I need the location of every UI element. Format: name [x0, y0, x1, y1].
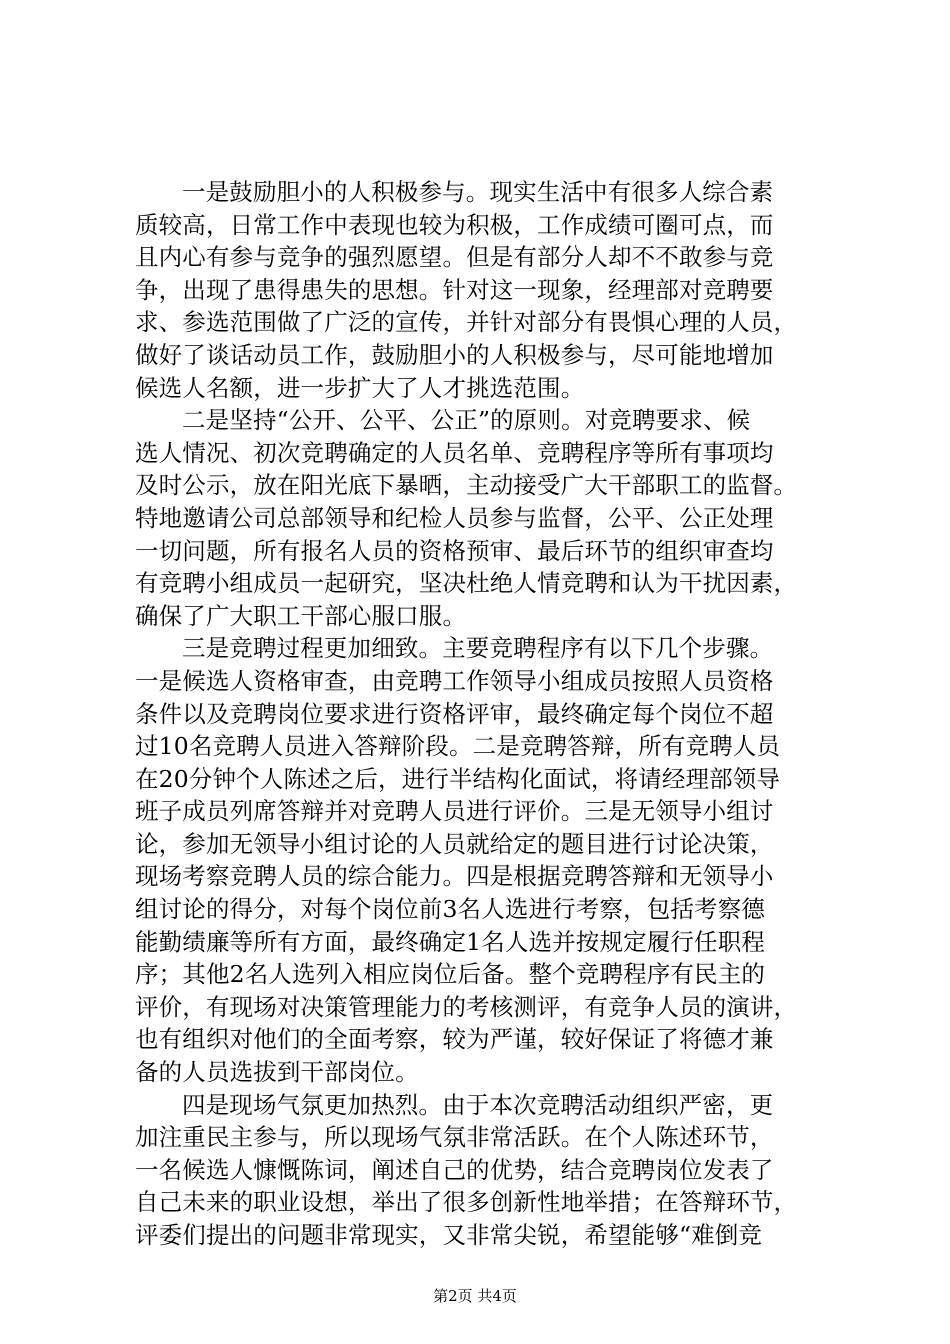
text-line: 自己未来的职业设想，举出了很多创新性地举措；在答辩环节，: [135, 1188, 798, 1217]
paragraph-first-line: 三是竞聘过程更加细致。主要竞聘程序有以下几个步骤。: [182, 634, 774, 663]
paragraph-first-line: 四是现场气氛更加热烈。由于本次竞聘活动组织严密，更: [182, 1090, 774, 1119]
text-line: 评委们提出的问题非常现实，又非常尖锐，希望能够“难倒竞: [135, 1221, 763, 1249]
text-line: 及时公示，放在阳光底下暴晒，主动接受广大干部职工的监督。: [135, 471, 798, 500]
text-line: 争，出现了患得患失的思想。针对这一现象，经理部对竞聘要: [135, 275, 774, 304]
text-line: 现场考察竞聘人员的综合能力。四是根据竞聘答辩和无领导小: [135, 862, 774, 891]
text-line: 确保了广大职工干部心服口服。: [135, 601, 467, 630]
text-line: 组讨论的得分，对每个岗位前3名人选进行考察，包括考察德: [135, 895, 766, 924]
text-line: 做好了谈话动员工作，鼓励胆小的人积极参与，尽可能地增加: [135, 340, 774, 369]
text-line: 候选人名额，进一步扩大了人才挑选范围。: [135, 373, 585, 402]
text-line: 求、参选范围做了广泛的宣传，并针对部分有畏惧心理的人员，: [135, 308, 798, 337]
text-line: 序；其他2名人选列入相应岗位后备。整个竞聘程序有民主的: [135, 960, 766, 989]
text-line: 能勤绩廉等所有方面，最终确定1名人选并按规定履行任职程: [135, 927, 766, 956]
paragraph-first-line: 二是坚持“公开、公平、公正”的原则。对竞聘要求、候: [182, 406, 751, 435]
text-line: 加注重民主参与，所以现场气氛非常活跃。在个人陈述环节，: [135, 1123, 774, 1152]
text-line: 特地邀请公司总部领导和纪检人员参与监督，公平、公正处理: [135, 503, 774, 532]
body-text: [135, 176, 815, 1252]
text-line: 过10名竞聘人员进入答辩阶段。二是竞聘答辩，所有竞聘人员: [135, 732, 781, 761]
text-line: 一是候选人资格审查，由竞聘工作领导小组成员按照人员资格: [135, 666, 774, 695]
text-line: 备的人员选拔到干部岗位。: [135, 1058, 419, 1087]
text-line: 质较高，日常工作中表现也较为积极，工作成绩可圈可点，而: [135, 210, 774, 239]
paragraph-first-line: 一是鼓励胆小的人积极参与。现实生活中有很多人综合素: [182, 178, 774, 206]
text-line: 且内心有参与竞争的强烈愿望。但是有部分人却不不敢参与竞: [135, 243, 774, 272]
text-line: 一切问题，所有报名人员的资格预审、最后环节的组织审查均: [135, 536, 774, 565]
text-line: 班子成员列席答辩并对竞聘人员进行评价。三是无领导小组讨: [135, 797, 774, 826]
text-line: 在20分钟个人陈述之后，进行半结构化面试，将请经理部领导: [135, 764, 781, 793]
text-line: 评价，有现场对决策管理能力的考核测评，有竞争人员的演讲，: [135, 992, 798, 1021]
text-line: 有竞聘小组成员一起研究，坚决杜绝人情竞聘和认为干扰因素，: [135, 569, 798, 598]
text-line: 条件以及竞聘岗位要求进行资格评审，最终确定每个岗位不超: [135, 699, 774, 728]
text-line: 选人情况、初次竞聘确定的人员名单、竞聘程序等所有事项均: [135, 438, 774, 467]
text-line: 论，参加无领导小组讨论的人员就给定的题目进行讨论决策，: [135, 829, 774, 858]
text-line: 也有组织对他们的全面考察，较为严谨，较好保证了将德才兼: [135, 1025, 774, 1054]
text-line: 一名候选人慷慨陈词，阐述自己的优势，结合竞聘岗位发表了: [135, 1155, 774, 1184]
page-footer: 第2页 共4页: [433, 1287, 517, 1305]
